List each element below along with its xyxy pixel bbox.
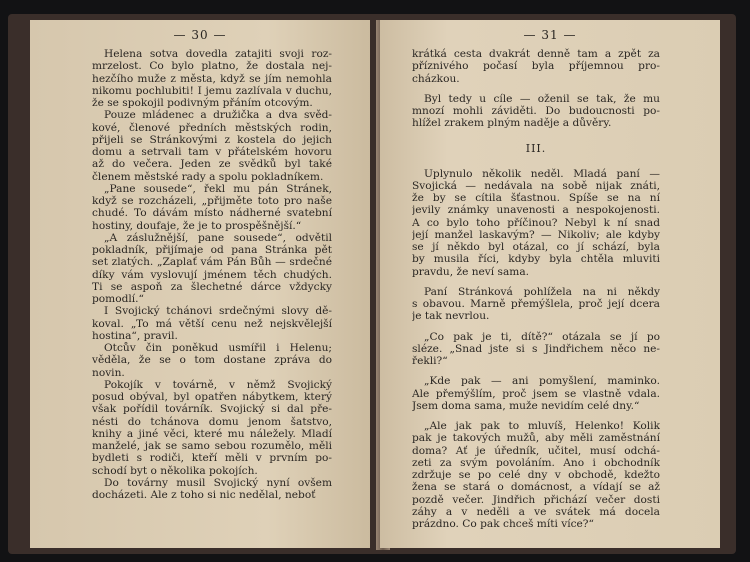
- text-line: přijeli se Stránkovými z kostela do jejich: [92, 133, 332, 146]
- text-line: když se rozcházeli, „přijměte toto pro naše: [92, 195, 332, 207]
- text-line: docházeti. Ale z toho si nic nedělal, neboť: [92, 489, 316, 501]
- text-line: žena se stará o domácnost, a vídají se až: [412, 481, 660, 494]
- right-page-text: [412, 48, 660, 530]
- text-line: bydleti s rodiči, kteří měli v prvním po-: [92, 452, 332, 465]
- text-line: nikomu pochlubiti! I jemu zazlívala v duchu,: [92, 84, 332, 97]
- text-line: řekli?“: [412, 355, 448, 367]
- text-line: hezčího muže z města, když se jím nemohla: [92, 72, 332, 85]
- text-line: sléze. „Snad jste si s Jindřichem něco ne-: [412, 342, 660, 355]
- text-line: Jsem doma sama, muže nevidím celé dny.“: [412, 399, 640, 412]
- text-line: koval. „To má větší cenu než nejskvělejší: [92, 317, 332, 330]
- text-line: „Kde pak — ani pomyšlení, maminko.: [424, 375, 660, 388]
- text-line: příznivého počasí byla příjemnou pro-: [412, 60, 660, 73]
- text-line: chudé. To dávám místo nádherné svatební: [92, 207, 332, 220]
- text-line: pak je takových mužů, aby měli zaměstnání: [412, 432, 660, 445]
- text-line: však pořídil továrník. Svojický si dal pře-: [92, 403, 332, 416]
- text-line: Helena sotva dovedla zatajiti svoji roz-: [104, 48, 332, 60]
- text-line: že by se cítila šťastnou. Spíše se na ní: [412, 192, 660, 204]
- text-line: zeti za svým povoláním. Ano i obchodník: [412, 456, 660, 469]
- text-line: schodí byt o několika pokojích.: [92, 464, 258, 477]
- paragraph-gap: [412, 85, 660, 93]
- text-line: pozdě večer. Jindřich přichází večer dosti: [412, 493, 660, 506]
- text-line: Do továrny musil Svojický nyní ovšem: [104, 476, 332, 489]
- text-line: členem městské rady a spolu pokladníkem.: [92, 170, 324, 183]
- left-page-number: — 30 —: [173, 28, 227, 42]
- right-page: [380, 20, 720, 548]
- paragraph-gap: [412, 367, 660, 375]
- text-line: pravdu, že neví sama.: [412, 265, 530, 278]
- text-line: „A záslužnější, pane sousede“, odvětil: [104, 231, 332, 244]
- text-line: kové, členové předních městských rodin,: [92, 121, 332, 134]
- paragraph-gap: [412, 130, 660, 138]
- text-line: mrzelost. Co bylo platno, že dostala nej-: [92, 60, 332, 73]
- text-line: krátká cesta dvakrát denně tam a zpět za: [412, 48, 660, 60]
- paragraph-gap: [412, 412, 660, 420]
- text-line: by musila říci, kdyby byla chtěla mluviti: [412, 253, 660, 266]
- text-line: její manžel laskavým? — Nikoliv; ale kdyby: [412, 228, 660, 241]
- text-line: zdržuje se po celé dny v obchodě, kdežto: [412, 469, 660, 481]
- text-line: posud obýval, byl opatřen nábytkem, který: [92, 391, 332, 403]
- text-line: nésti do tchánova domu jenom šatstvo,: [92, 415, 332, 428]
- paragraph-gap: [412, 160, 660, 168]
- text-line: Pouze mládenec a družička a dva svěd-: [104, 109, 332, 122]
- text-line: jevily známky unavenosti a nespokojenosti.: [412, 204, 660, 217]
- paragraph-gap: [412, 323, 660, 331]
- text-line: cházkou.: [412, 72, 460, 85]
- text-line: doma? Ať je úředník, učitel, musí odchá-: [412, 444, 660, 457]
- text-line: věděla, že se o tom dostane zpráva do: [92, 354, 332, 367]
- right-page-number: — 31 —: [523, 28, 577, 42]
- paragraph-gap: [412, 278, 660, 286]
- text-line: Byl tedy u cíle — oženil se tak, že mu: [424, 92, 660, 105]
- text-line: Paní Stránková pohlížela na ni někdy: [424, 285, 660, 298]
- text-line: je tak nevrlou.: [412, 310, 490, 323]
- text-line: Otcův čin poněkud usmířil i Helenu;: [104, 342, 332, 354]
- left-page: [30, 20, 370, 548]
- text-line: mnozí mohli záviděti. Do budoucnosti po-: [412, 105, 660, 117]
- text-line: „Pane sousede“, řekl mu pán Stránek,: [104, 182, 332, 195]
- text-line: manželé, jak se samo sebou rozumělo, měli: [92, 440, 332, 452]
- text-line: hostina“, pravil.: [92, 329, 178, 342]
- text-line: Pokojík v továrně, v němž Svojický: [104, 378, 332, 391]
- text-line: Uplynulo několik neděl. Mladá paní —: [424, 167, 660, 180]
- text-line: prázdno. Co pak chceš míti více?“: [412, 518, 594, 530]
- text-line: hlížel zrakem plným naděje a důvěry.: [412, 117, 612, 130]
- left-page-text: [92, 48, 332, 501]
- text-line: Ale přemýšlím, proč jsem se vlastně vdala.: [412, 387, 660, 400]
- text-line: „Co pak je ti, dítě?“ otázala se jí po: [424, 330, 660, 343]
- text-line: domu a setrvali tam v přátelském hovoru: [92, 146, 332, 158]
- text-line: až do večera. Jeden ze svědků byl také: [92, 158, 332, 171]
- text-line: pomodlí.“: [92, 293, 144, 305]
- text-line: Svojická — nedávala na sobě nijak znáti,: [412, 179, 660, 192]
- text-line: novin.: [92, 366, 125, 379]
- text-line: záhy a v neděli a ve svátek má docela: [412, 505, 660, 518]
- chapter-heading: III.: [525, 141, 547, 155]
- text-line: Ti se aspoň za šlechetné dárce vždycky: [92, 280, 332, 293]
- text-line: se jí někdo byl otázal, co jí schází, byla: [412, 241, 660, 253]
- text-line: A co bylo toho příčinou? Nebyl k ní snad: [412, 216, 660, 229]
- text-line: díky vám vyslovují jménem těch chudých.: [92, 268, 332, 281]
- text-line: „Ale jak pak to mluvíš, Helenko! Kolik: [424, 420, 660, 432]
- text-line: I Svojický tchánovi srdečnými slovy dě-: [104, 305, 332, 318]
- text-line: knihy a jiné věci, které mu náležely. Mladí: [92, 427, 332, 440]
- text-line: hostiny, doufaje, že je to prospěšnější.“: [92, 219, 302, 232]
- text-line: set zlatých. „Zaplať vám Pán Bůh — srdečné: [92, 256, 332, 269]
- text-line: že se spokojil podivným přáním otcovým.: [92, 97, 313, 109]
- text-line: s obavou. Marně přemýšlela, proč její dcera: [412, 298, 660, 310]
- text-line: pokladník, přijímaje od pana Stránka pět: [92, 244, 332, 256]
